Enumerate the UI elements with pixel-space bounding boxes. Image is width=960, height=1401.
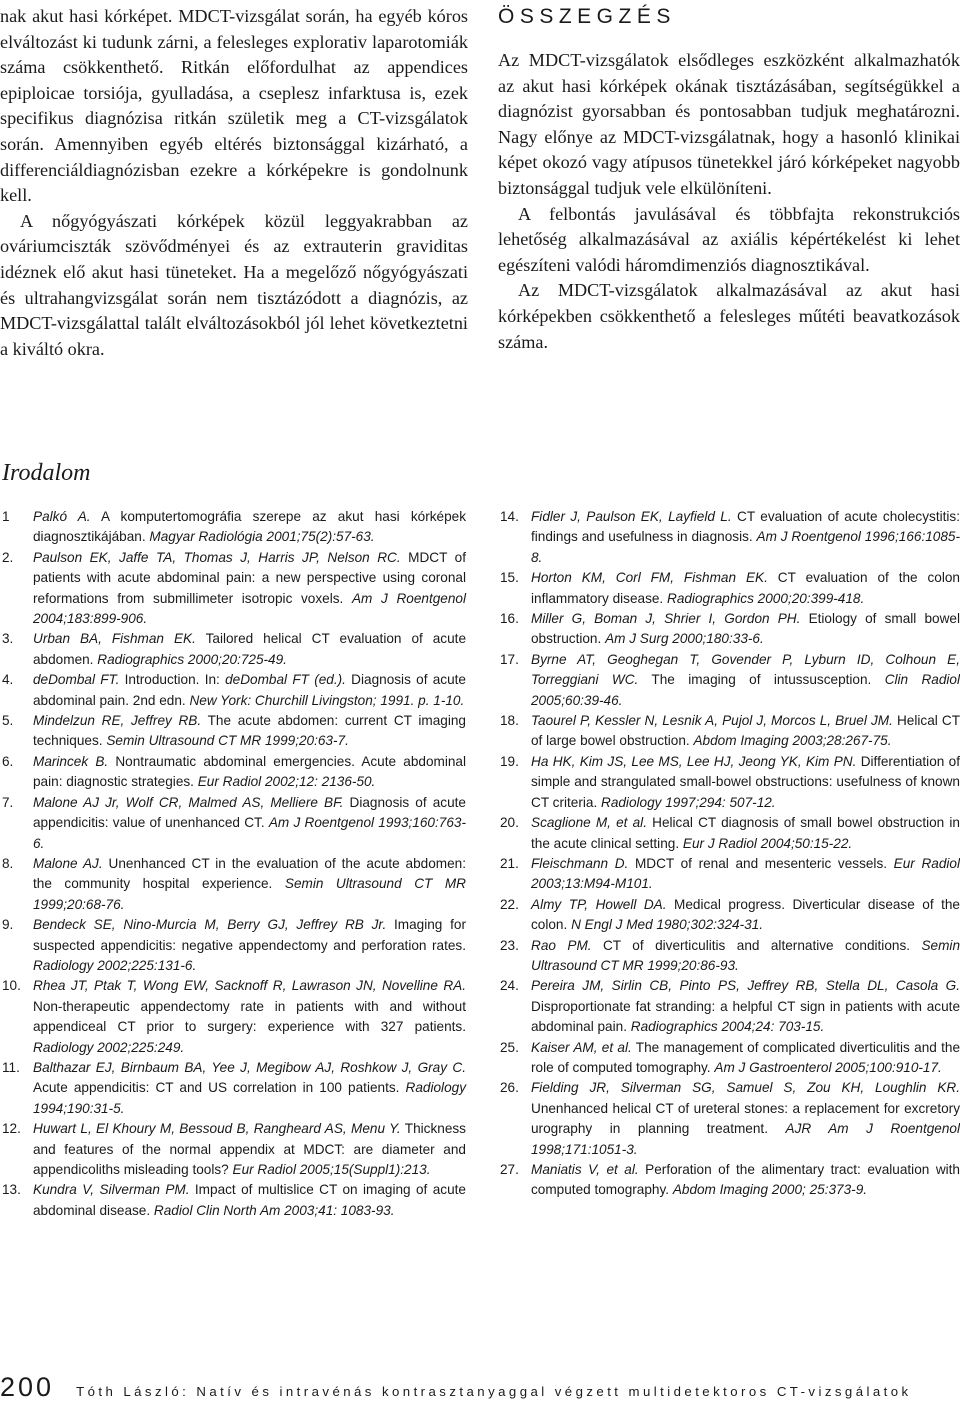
reference-item bbox=[498, 936, 960, 977]
reference-title: Unenhanced CT in the evaluation of the acute abdomen: the community hospital experience. bbox=[33, 855, 467, 892]
reference-number: 13. bbox=[2, 1182, 21, 1198]
reference-authors: deDombal FT. bbox=[33, 672, 120, 688]
reference-authors: Marincek B. bbox=[33, 753, 109, 769]
reference-number: 20. bbox=[500, 815, 519, 831]
reference-journal: Am J Roentgenol 2004;183:899-906. bbox=[33, 590, 466, 627]
reference-authors: Byrne AT, Geoghegan T, Govender P, Lyburn ID, Colhoun E, Torreggiani WC. bbox=[531, 651, 960, 688]
reference-authors: Kundra V, Silverman PM. bbox=[33, 1182, 190, 1198]
reference-item bbox=[0, 629, 466, 670]
reference-authors: Bendeck SE, Nino-Murcia M, Berry GJ, Jeffrey RB Jr. bbox=[33, 917, 387, 933]
reference-journal: Magyar Radiológia 2001;75(2):57-63. bbox=[149, 529, 375, 545]
reference-journal: Radiographics 2004;24: 703-15. bbox=[630, 1019, 825, 1035]
reference-journal: Eur Radiol 2003;13:M94-M101. bbox=[531, 855, 960, 892]
reference-number: 10. bbox=[2, 978, 21, 994]
reference-list-left bbox=[0, 507, 466, 1221]
reference-title: Non-therapeutic appendectomy rate in patients with and without appendiceal CT prior to surgery: experience with 327 patients. bbox=[33, 998, 466, 1035]
reference-authors: Rhea JT, Ptak T, Wong EW, Sacknoff R, Lawrason JN, Novelline RA. bbox=[33, 978, 466, 994]
reference-item bbox=[498, 568, 960, 609]
reference-title: Acute appendicitis: CT and US correlation in 100 patients. bbox=[33, 1080, 406, 1096]
reference-title: CT evaluation of acute cholecystitis: findings and usefulness in diagnosis. bbox=[531, 509, 960, 545]
reference-number: 1 bbox=[2, 509, 10, 524]
page-footer bbox=[0, 1374, 960, 1400]
reference-journal: Radiol Clin North Am 2003;41: 1083-93. bbox=[153, 1202, 395, 1218]
reference-item bbox=[498, 752, 960, 813]
left-text-column bbox=[0, 4, 468, 362]
reference-authors: Paulson EK, Jaffe TA, Thomas J, Harris JP, Nelson RC. bbox=[33, 549, 401, 565]
reference-journal: Clin Radiol 2005;60:39-46. bbox=[531, 672, 960, 708]
reference-number: 4. bbox=[2, 672, 14, 688]
summary-section bbox=[498, 4, 960, 355]
reference-authors: Malone AJ Jr, Wolf CR, Malmed AS, Melliere BF. bbox=[33, 794, 344, 810]
reference-item bbox=[0, 1119, 466, 1180]
reference-journal: Radiology 1997;294: 507-12. bbox=[601, 794, 776, 810]
running-title: Tóth László: Natív és intravénás kontrasztanyaggal végzett multidetektoros CT-vizsgálatok bbox=[76, 1384, 912, 1399]
reference-item bbox=[498, 609, 960, 650]
reference-item bbox=[498, 1160, 960, 1201]
reference-journal: Am J Gastroenterol 2005;100:910-17. bbox=[714, 1059, 942, 1075]
reference-title: MDCT of patients with acute abdominal pain: a new perspective using coronal reformations from submillimeter isotropic voxels. bbox=[33, 549, 466, 606]
reference-item bbox=[0, 976, 466, 1058]
reference-item bbox=[498, 854, 960, 895]
reference-title: Thickness and features of the normal appendix at MDCT: are diameter and appendicoliths misleading tools? bbox=[33, 1121, 466, 1177]
reference-title: Introduction. In: bbox=[119, 672, 226, 688]
reference-number: 7. bbox=[2, 794, 14, 810]
reference-item bbox=[498, 1038, 960, 1079]
reference-title: Differentiation of simple and strangulated small-bowel obstructions: usefulness of known CT criteria. bbox=[531, 753, 960, 810]
reference-item bbox=[498, 895, 960, 936]
reference-authors: Fleischmann D. bbox=[531, 855, 629, 871]
reference-journal: Eur Radiol 2005;15(Suppl1):213. bbox=[232, 1162, 431, 1177]
reference-title: Disproportionate fat stranding: a helpful CT sign in patients with acute abdominal pain. bbox=[531, 998, 960, 1035]
reference-authors: Palkó A. bbox=[33, 509, 91, 524]
reference-title: Helical CT diagnosis of small bowel obstruction in the acute clinical setting. bbox=[531, 815, 960, 851]
reference-authors: Scaglione M, et al. bbox=[531, 815, 647, 831]
reference-journal: Am J Roentgenol 1993;160:763-6. bbox=[33, 815, 466, 851]
reference-number: 3. bbox=[2, 631, 14, 647]
reference-number: 17. bbox=[500, 651, 519, 667]
reference-item bbox=[0, 711, 466, 752]
reference-number: 6. bbox=[2, 753, 14, 769]
reference-item bbox=[0, 915, 466, 976]
reference-authors: Fielding JR, Silverman SG, Samuel S, Zou KH, Loughlin KR. bbox=[531, 1080, 960, 1096]
reference-authors: Kaiser AM, et al. bbox=[531, 1039, 632, 1055]
reference-journal: N Engl J Med 1980;302:324-31. bbox=[571, 917, 764, 933]
reference-authors: Balthazar EJ, Birnbaum BA, Yee J, Megibow AJ, Roshkow J, Gray C. bbox=[33, 1059, 466, 1075]
reference-journal: Am J Surg 2000;180:33-6. bbox=[605, 631, 764, 647]
reference-item bbox=[0, 548, 466, 630]
summary-heading: ÖSSZEGZÉS bbox=[498, 5, 676, 28]
reference-title: Unenhanced helical CT of ureteral stones: a replacement for excretory urography in planning treatment. bbox=[531, 1100, 960, 1137]
reference-title: A komputertomográfia szerepe az akut hasi kórképek diagnosztikájában. bbox=[33, 509, 466, 545]
reference-number: 2. bbox=[2, 549, 14, 565]
reference-title: Helical CT of large bowel obstruction. bbox=[531, 713, 960, 749]
reference-number: 5. bbox=[2, 713, 14, 729]
reference-title: MDCT of renal and mesenteric vessels. bbox=[628, 855, 894, 871]
reference-authors: Mindelzun RE, Jeffrey RB. bbox=[33, 713, 202, 729]
reference-number: 12. bbox=[2, 1121, 21, 1137]
reference-number: 19. bbox=[500, 753, 519, 769]
reference-title: Diagnosis of acute appendicitis: value of unenhanced CT. bbox=[33, 794, 466, 831]
reference-item bbox=[0, 670, 466, 711]
reference-title: Medical progress. Diverticular disease of the colon. bbox=[531, 896, 960, 933]
reference-journal: Semin Ultrasound CT MR 1999;20:63-7. bbox=[106, 733, 349, 749]
reference-authors: Fidler J, Paulson EK, Layfield L. bbox=[531, 509, 732, 524]
reference-journal: Abdom Imaging 2000; 25:373-9. bbox=[672, 1182, 868, 1198]
reference-title: CT evaluation of the colon inflammatory disease. bbox=[531, 570, 960, 606]
reference-title-extra: Diagnosis of acute abdominal pain. 2nd edn. bbox=[33, 672, 466, 708]
reference-number: 8. bbox=[2, 855, 14, 871]
reference-journal: Radiology 1994;190:31-5. bbox=[33, 1080, 466, 1116]
reference-journal: Am J Roentgenol 1996;166:1085-8. bbox=[531, 529, 960, 565]
body-paragraph: A nőgyógyászati kórképek közül leggyakrabban az ováriumciszták szövődményei és az extrauterin graviditas idéznek elő akut hasi tüneteket. Ha a megelőző nőgyógyászati és ultrahangvizsgálat során nem tisztázódott a diagnózis, az MDCT-vizsgálattal talált elváltozásokból jól lehet következtetni a kiváltó okra. bbox=[0, 210, 468, 359]
reference-title: Nontraumatic abdominal emergencies. Acute abdominal pain: diagnostic strategies. bbox=[33, 753, 466, 790]
reference-number: 9. bbox=[2, 917, 14, 933]
reference-number: 25. bbox=[500, 1039, 519, 1055]
reference-authors: Urban BA, Fishman EK. bbox=[33, 631, 196, 647]
reference-authors: Almy TP, Howell DA. bbox=[531, 896, 667, 912]
reference-item bbox=[498, 1078, 960, 1160]
reference-journal: Semin Ultrasound CT MR 1999;20:86-93. bbox=[531, 937, 960, 973]
reference-journal: Radiology 2002;225:249. bbox=[33, 1039, 185, 1055]
reference-journal: Semin Ultrasound CT MR 1999;20:68-76. bbox=[33, 876, 466, 912]
references-heading: Irodalom bbox=[2, 460, 91, 486]
reference-list-right bbox=[498, 507, 960, 1201]
reference-title: Impact of multislice CT on imaging of acute abdominal disease. bbox=[33, 1182, 466, 1218]
reference-title: CT of diverticulitis and alternative conditions. bbox=[591, 937, 922, 953]
reference-number: 15. bbox=[500, 570, 519, 586]
reference-item bbox=[0, 752, 466, 793]
reference-journal: deDombal FT (ed.). bbox=[225, 672, 346, 688]
reference-item bbox=[0, 1180, 466, 1221]
reference-item bbox=[0, 854, 466, 915]
reference-item bbox=[498, 976, 960, 1037]
reference-journal: Radiographics 2000;20:725-49. bbox=[97, 651, 287, 667]
reference-journal: Radiology 2002;225:131-6. bbox=[33, 957, 197, 973]
summary-paragraph: A felbontás javulásával és többfajta rekonstrukciós lehetőség alkalmazásával az axiális képértékelést ki lehet egészíteni valódi háromdimenziós diagnosztikával. bbox=[498, 203, 960, 275]
reference-item bbox=[0, 507, 466, 548]
reference-authors: Miller G, Boman J, Shrier I, Gordon PH. bbox=[531, 611, 801, 627]
reference-title: Imaging for suspected appendicitis: negative appendectomy and perforation rates. bbox=[33, 917, 466, 953]
reference-authors: Rao PM. bbox=[531, 937, 592, 953]
reference-title: Etiology of small bowel obstruction. bbox=[531, 611, 960, 647]
reference-title: Perforation of the alimentary tract: evaluation with computed tomography. bbox=[531, 1162, 960, 1198]
page-number: 200 bbox=[0, 1374, 55, 1400]
reference-number: 14. bbox=[500, 509, 519, 524]
reference-journal: Eur J Radiol 2004;50:15-22. bbox=[682, 835, 853, 851]
body-paragraph: nak akut hasi kórképet. MDCT-vizsgálat során, ha egyéb kóros elváltozást ki tudunk zárni, a felesleges explorativ laparotomiák száma csökkenthető. Ritkán előfordulhat az appendices epiploicae torsiója, gyulladása, a cseplesz infarktusa is, ezek specifikus diagnózisa ritkán születik meg a CT-vizsgálatok során. Amennyiben egyéb eltérés biztonsággal kizárható, a differenciáldiagnózisban ezekre a kórképekre is gondolnunk kell. bbox=[0, 6, 468, 206]
reference-authors: Horton KM, Corl FM, Fishman EK. bbox=[531, 570, 768, 586]
reference-number: 22. bbox=[500, 896, 519, 912]
reference-number: 21. bbox=[500, 855, 519, 871]
reference-authors: Ha HK, Kim JS, Lee MS, Lee HJ, Jeong YK, Kim PN. bbox=[531, 753, 857, 769]
reference-title: The imaging of intussusception. bbox=[638, 672, 885, 688]
reference-authors: Pereira JM, Sirlin CB, Pinto PS, Jeffrey RB, Stella DL, Casola G. bbox=[531, 978, 960, 994]
reference-title: The acute abdomen: current CT imaging techniques. bbox=[33, 713, 466, 749]
summary-paragraph: Az MDCT-vizsgálatok elsődleges eszközként alkalmazhatók az akut hasi kórképek okának tisztázásában, segítségükkel a diagnózist gyorsabban és pontosabban tudjuk meghatározni. Nagy előnye az MDCT-vizsgálatnak, hogy a hasonló klinikai képet okozó vagy atípusos tünetekkel járó kórképeket nagyobb biztonsággal tudjuk vele elkülöníteni. bbox=[498, 50, 960, 198]
reference-journal: Radiographics 2000;20:399-418. bbox=[667, 590, 865, 606]
reference-number: 11. bbox=[2, 1059, 20, 1075]
reference-title: The management of complicated diverticulitis and the role of computed tomography. bbox=[531, 1039, 960, 1075]
reference-item bbox=[498, 507, 960, 568]
reference-journal: Eur Radiol 2002;12: 2136-50. bbox=[197, 774, 376, 790]
reference-authors: Huwart L, El Khoury M, Bessoud B, Rangheard AS, Menu Y. bbox=[33, 1121, 401, 1137]
reference-authors: Taourel P, Kessler N, Lesnik A, Pujol J, Morcos L, Bruel JM. bbox=[531, 713, 893, 729]
reference-authors: Maniatis V, et al. bbox=[531, 1162, 639, 1177]
reference-item bbox=[498, 711, 960, 752]
reference-number: 26. bbox=[500, 1080, 519, 1096]
reference-number: 23. bbox=[500, 937, 519, 953]
reference-item bbox=[498, 650, 960, 711]
reference-number: 18. bbox=[500, 713, 519, 729]
reference-number: 24. bbox=[500, 978, 519, 994]
reference-item bbox=[0, 1058, 466, 1119]
reference-item bbox=[498, 813, 960, 854]
reference-journal: Abdom Imaging 2003;28:267-75. bbox=[693, 733, 892, 749]
reference-number: 16. bbox=[500, 611, 519, 627]
reference-authors: Malone AJ. bbox=[33, 855, 103, 871]
summary-paragraph: Az MDCT-vizsgálatok alkalmazásával az akut hasi kórképekben csökkenthető a felesleges műtéti beavatkozások száma. bbox=[498, 280, 960, 352]
reference-journal: AJR Am J Roentgenol 1998;171:1051-3. bbox=[531, 1121, 960, 1157]
reference-journal-extra: New York: Churchill Livingston; 1991. p. 1-10. bbox=[189, 692, 465, 708]
reference-title: Tailored helical CT evaluation of acute abdomen. bbox=[33, 631, 466, 667]
reference-item bbox=[0, 793, 466, 854]
reference-number: 27. bbox=[500, 1162, 519, 1177]
